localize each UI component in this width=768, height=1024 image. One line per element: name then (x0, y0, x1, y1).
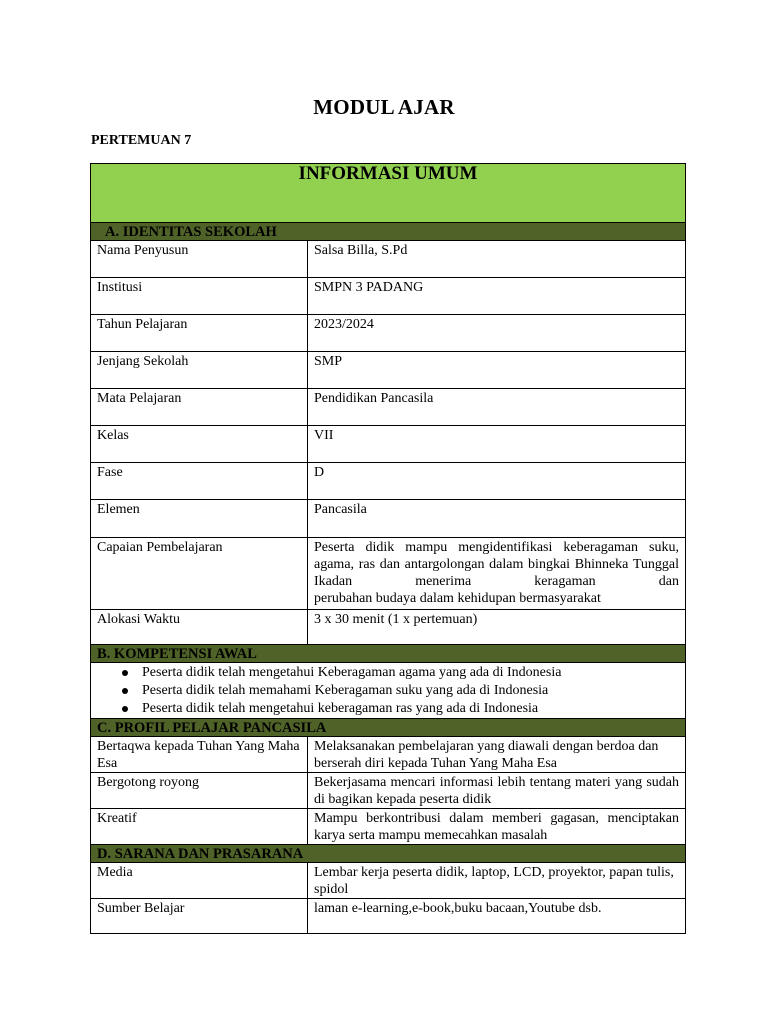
row-label: Capaian Pembelajaran (91, 538, 308, 610)
row-label: Tahun Pelajaran (91, 315, 308, 352)
row-value: SMP (308, 352, 686, 389)
table-row (91, 899, 686, 934)
list-item: Peserta didik telah memahami Keberagaman suku yang ada di Indonesia (142, 682, 679, 700)
section-a-row (91, 223, 686, 241)
row-value: 2023/2024 (308, 315, 686, 352)
competence-list (97, 664, 679, 718)
row-label: Kreatif (91, 809, 308, 845)
row-label: Fase (91, 463, 308, 500)
row-label: Institusi (91, 278, 308, 315)
list-item: Peserta didik telah mengetahui keberagaman ras yang ada di Indonesia (142, 700, 679, 718)
general-info-header-row (91, 164, 686, 223)
section-heading-kompetensi: B. KOMPETENSI AWAL (91, 645, 686, 663)
row-label: Media (91, 863, 308, 899)
row-value: Melaksanakan pembelajaran yang diawali dengan berdoa dan berserah diri kepada Tuhan Yang Maha Esa (308, 737, 686, 773)
row-label: Elemen (91, 500, 308, 538)
row-value: Pancasila (308, 500, 686, 538)
module-table (90, 163, 686, 934)
row-value: Bekerjasama mencari informasi lebih tentang materi yang sudah di bagikan kepada peserta didik (308, 773, 686, 809)
learning-outcome-text-continued: perubahan budaya dalam kehidupan bermasyarakat (314, 591, 601, 606)
table-row (91, 278, 686, 315)
row-value: Mampu berkontribusi dalam memberi gagasan, menciptakan karya serta mampu memecahkan masalah (308, 809, 686, 845)
table-row (91, 610, 686, 645)
table-row (91, 773, 686, 809)
row-label: Bertaqwa kepada Tuhan Yang Maha Esa (91, 737, 308, 773)
section-d-row (91, 845, 686, 863)
row-label: Kelas (91, 426, 308, 463)
row-label: Sumber Belajar (91, 899, 308, 934)
list-item: Peserta didik telah mengetahui Keberagaman agama yang ada di Indonesia (142, 664, 679, 682)
row-value: Salsa Billa, S.Pd (308, 241, 686, 278)
competence-cell (91, 663, 686, 719)
section-c-row (91, 719, 686, 737)
competence-row (91, 663, 686, 719)
row-label: Jenjang Sekolah (91, 352, 308, 389)
row-value: 3 x 30 menit (1 x pertemuan) (308, 610, 686, 645)
learning-outcome-text: Peserta didik mampu mengidentifikasi keberagaman suku, agama, ras dan antargolongan dalam bingkai Bhinneka Tunggal Ikadan menerima keragaman dan (314, 540, 679, 589)
section-heading-identitas: A. IDENTITAS SEKOLAH (91, 223, 686, 241)
document-title: MODUL AJAR (313, 95, 455, 119)
section-heading-profil: C. PROFIL PELAJAR PANCASILA (91, 719, 686, 737)
table-row (91, 463, 686, 500)
table-row (91, 863, 686, 899)
row-value: D (308, 463, 686, 500)
section-heading-sarana: D. SARANA DAN PRASARANA (91, 845, 686, 863)
row-value: SMPN 3 PADANG (308, 278, 686, 315)
row-value: laman e-learning,e-book,buku bacaan,Youtube dsb. (308, 899, 686, 934)
table-row (91, 241, 686, 278)
table-row (91, 315, 686, 352)
section-b-row (91, 645, 686, 663)
meeting-label: PERTEMUAN 7 (91, 133, 192, 148)
table-row (91, 500, 686, 538)
table-row (91, 809, 686, 845)
general-info-header: INFORMASI UMUM (91, 164, 686, 223)
row-value: Lembar kerja peserta didik, laptop, LCD, proyektor, papan tulis, spidol (308, 863, 686, 899)
row-value: Pendidikan Pancasila (308, 389, 686, 426)
row-value (308, 538, 686, 610)
table-row (91, 426, 686, 463)
row-label: Mata Pelajaran (91, 389, 308, 426)
row-value: VII (308, 426, 686, 463)
table-row (91, 389, 686, 426)
row-label: Nama Penyusun (91, 241, 308, 278)
table-row (91, 737, 686, 773)
table-row (91, 352, 686, 389)
table-row (91, 538, 686, 610)
row-label: Alokasi Waktu (91, 610, 308, 645)
row-label: Bergotong royong (91, 773, 308, 809)
